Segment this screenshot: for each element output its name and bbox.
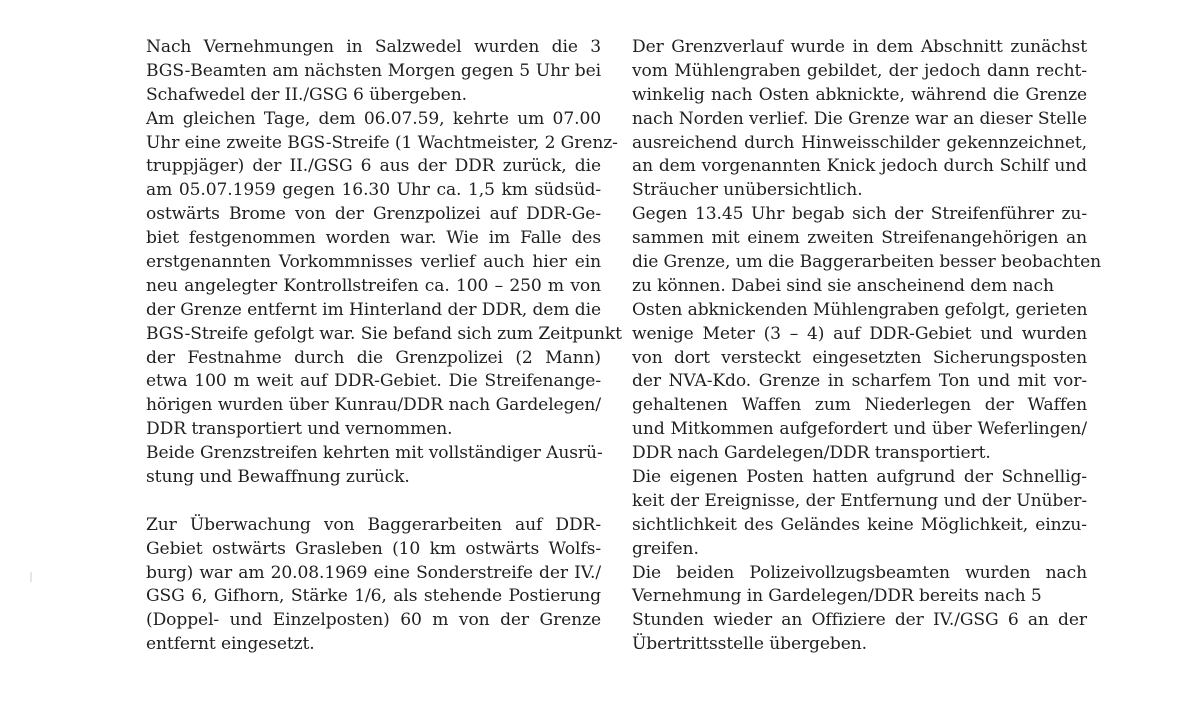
- text-line: und Mitkommen aufgefordert und über Weferlingen/: [632, 419, 1087, 440]
- text-line: Die eigenen Posten hatten aufgrund der Schnellig-: [632, 467, 1087, 488]
- scan-artifact: [30, 572, 32, 582]
- text-line: zu können. Dabei sind sie anscheinend dem nach: [632, 275, 1054, 296]
- text-line: Beide Grenzstreifen kehrten mit vollständiger Ausrü-: [146, 443, 603, 464]
- text-line: Der Grenzverlauf wurde in dem Abschnitt zunächst: [632, 37, 1087, 57]
- text-line: winkelig nach Osten abknickte, während die Grenze: [632, 84, 1087, 105]
- text-line: Vernehmung in Gardelegen/DDR bereits nach 5: [632, 586, 1042, 607]
- text-line: Nach Vernehmungen in Salzwedel wurden die 3: [146, 37, 601, 57]
- text-line: erstgenannten Vorkommnisses verlief auch hier ein: [146, 252, 601, 273]
- text-line: stung und Bewaffnung zurück.: [146, 467, 410, 488]
- right-paragraph-2: [632, 203, 1102, 466]
- text-line: truppjäger) der II./GSG 6 aus der DDR zurück, die: [146, 156, 601, 177]
- paragraph-spacer: [146, 490, 601, 514]
- left-paragraph-2: [146, 108, 622, 442]
- text-line: von dort versteckt eingesetzten Sicherungsposten: [632, 347, 1087, 368]
- left-text-column: [146, 36, 622, 657]
- text-line: Gegen 13.45 Uhr begab sich der Streifenführer zu-: [632, 204, 1087, 225]
- text-line: der Festnahme durch die Grenzpolizei (2 Mann): [146, 347, 601, 368]
- left-paragraph-4: [146, 514, 601, 657]
- text-line: Übertrittsstelle übergeben.: [632, 634, 867, 655]
- right-paragraph-4: [632, 562, 1087, 658]
- text-line: entfernt eingesetzt.: [146, 634, 315, 655]
- left-paragraph-1: [146, 36, 601, 108]
- text-line: Zur Überwachung von Baggerarbeiten auf DDR-: [146, 514, 601, 535]
- text-line: der NVA-Kdo. Grenze in scharfem Ton und mit vor-: [632, 371, 1087, 392]
- text-line: ostwärts Brome von der Grenzpolizei auf DDR-Ge-: [146, 204, 601, 225]
- text-line: GSG 6, Gifhorn, Stärke 1/6, als stehende Postierung: [146, 586, 601, 607]
- text-line: (Doppel- und Einzelposten) 60 m von der Grenze: [146, 610, 601, 631]
- text-line: BGS-Beamten am nächsten Morgen gegen 5 Uhr bei: [146, 60, 601, 81]
- text-line: etwa 100 m weit auf DDR-Gebiet. Die Streifenange-: [146, 371, 601, 392]
- text-line: wenige Meter (3 – 4) auf DDR-Gebiet und wurden: [632, 323, 1087, 344]
- text-line: Schafwedel der II./GSG 6 übergeben.: [146, 84, 467, 105]
- text-line: nach Norden verlief. Die Grenze war an dieser Stelle: [632, 108, 1087, 129]
- text-line: Die beiden Polizeivollzugsbeamten wurden nach: [632, 562, 1087, 583]
- text-line: Osten abknickenden Mühlengraben gefolgt, gerieten: [632, 299, 1088, 320]
- text-line: Stunden wieder an Offiziere der IV./GSG 6 an der: [632, 610, 1087, 631]
- right-paragraph-1: [632, 36, 1087, 203]
- right-paragraph-3: [632, 466, 1087, 562]
- text-line: hörigen wurden über Kunrau/DDR nach Gardelegen/: [146, 395, 601, 416]
- text-line: greifen.: [632, 538, 699, 559]
- text-line: die Grenze, um die Baggerarbeiten besser beobachten: [632, 252, 1102, 273]
- text-line: Sträucher unübersichtlich.: [632, 180, 863, 201]
- text-line: Uhr eine zweite BGS-Streife (1 Wachtmeister, 2 Grenz-: [146, 132, 618, 153]
- text-line: vom Mühlengraben gebildet, der jedoch dann recht-: [632, 60, 1087, 81]
- text-line: keit der Ereignisse, der Entfernung und der Unüber-: [632, 490, 1087, 511]
- text-line: Gebiet ostwärts Grasleben (10 km ostwärts Wolfs-: [146, 538, 601, 559]
- text-line: DDR transportiert und vernommen.: [146, 419, 453, 440]
- text-line: DDR nach Gardelegen/DDR transportiert.: [632, 443, 991, 464]
- right-text-column: [632, 36, 1102, 657]
- text-line: Am gleichen Tage, dem 06.07.59, kehrte um 07.00: [146, 108, 601, 129]
- text-line: neu angelegter Kontrollstreifen ca. 100 – 250 m von: [146, 275, 601, 296]
- text-line: burg) war am 20.08.1969 eine Sonderstreife der IV./: [146, 562, 601, 583]
- text-line: der Grenze entfernt im Hinterland der DDR, dem die: [146, 299, 601, 320]
- left-paragraph-3: [146, 442, 601, 490]
- text-line: ausreichend durch Hinweisschilder gekennzeichnet,: [632, 132, 1087, 153]
- text-line: sichtlichkeit des Geländes keine Möglichkeit, einzu-: [632, 514, 1087, 535]
- text-line: biet festgenommen worden war. Wie im Falle des: [146, 228, 601, 249]
- text-line: sammen mit einem zweiten Streifenangehörigen an: [632, 228, 1087, 249]
- text-line: an dem vorgenannten Knick jedoch durch Schilf und: [632, 156, 1087, 177]
- text-line: am 05.07.1959 gegen 16.30 Uhr ca. 1,5 km südsüd-: [146, 180, 601, 201]
- text-line: gehaltenen Waffen zum Niederlegen der Waffen: [632, 395, 1087, 416]
- text-line: BGS-Streife gefolgt war. Sie befand sich zum Zeitpunkt: [146, 323, 622, 344]
